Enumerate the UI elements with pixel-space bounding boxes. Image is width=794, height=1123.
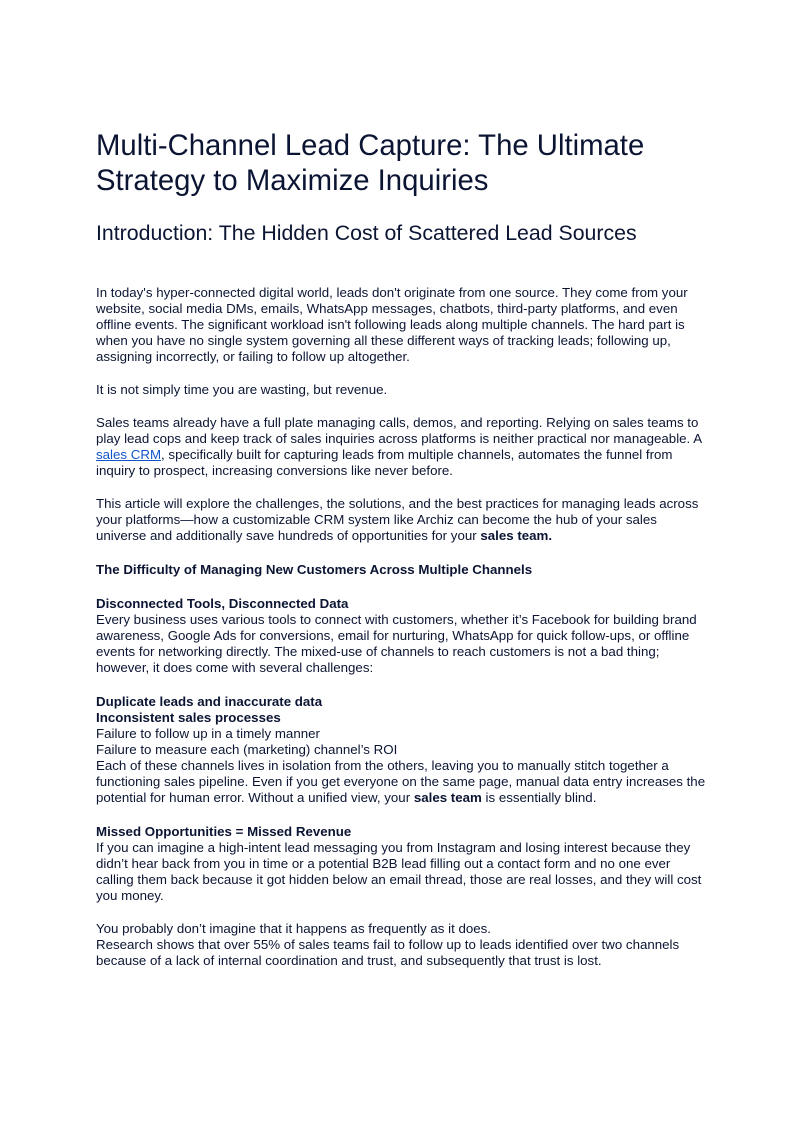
- introduction-heading: Introduction: The Hidden Cost of Scattered Lead Sources: [96, 221, 637, 245]
- paragraph-text: Sales teams already have a full plate managing calls, demos, and reporting. Relying on sales teams to play lead cops and keep track of sales inquiries across platforms is neither practical nor manageable. A: [96, 415, 702, 446]
- subheading-missed-opportunities: Missed Opportunities = Missed Revenue: [96, 824, 352, 839]
- paragraph-text: Each of these channels lives in isolation from the others, leaving you to manually stitch together a functioning sales pipeline. Even if you get everyone on the same page, manual data entry increases the potential for human error. Without a unified view, your: [96, 758, 706, 805]
- list-item: Failure to follow up in a timely manner: [96, 726, 320, 741]
- paragraph-frequency: You probably don’t imagine that it happens as frequently as it does.: [96, 921, 491, 936]
- paragraph-missed: If you can imagine a high-intent lead messaging you from Instagram and losing interest because they didn’t hear back from you in time or a potential B2B lead filling out a contact form and no one ever calling them back because it got hidden below an email thread, those are real losses, and they will cost you money.: [96, 840, 702, 903]
- paragraph-revenue: It is not simply time you are wasting, but revenue.: [96, 382, 388, 397]
- paragraph-isolation: [96, 758, 706, 806]
- title-line-2: Strategy to Maximize Inquiries: [96, 164, 489, 197]
- section-heading-difficulty: The Difficulty of Managing New Customers Across Multiple Channels: [96, 562, 533, 577]
- paragraph-tools: Every business uses various tools to connect with customers, whether it’s Facebook for building brand awareness, Google Ads for conversions, email for nurturing, WhatsApp for quick follow-ups, or offline events for networking directly. The mixed-use of channels to reach customers is not a bad thing; however, it does come with several challenges:: [96, 612, 697, 675]
- subheading-disconnected-tools: Disconnected Tools, Disconnected Data: [96, 596, 349, 611]
- paragraph-text: is essentially blind.: [481, 790, 597, 805]
- sales-crm-link[interactable]: sales CRM: [96, 447, 162, 462]
- list-item: Failure to measure each (marketing) channel’s ROI: [96, 742, 398, 757]
- document-page: [96, 128, 706, 969]
- paragraph-intro: In today's hyper-connected digital world, leads don't originate from one source. They come from your website, social media DMs, emails, WhatsApp messages, chatbots, third-party platforms, and even offline events. The significant workload isn't following leads along multiple channels. The hard part is when you have no single system governing all these different ways of tracking leads; following up, assigning incorrectly, or failing to follow up altogether.: [96, 285, 688, 364]
- list-item: Duplicate leads and inaccurate data: [96, 694, 323, 709]
- list-item: Inconsistent sales processes: [96, 710, 281, 725]
- paragraph-article: [96, 496, 706, 544]
- bold-text: sales team: [413, 790, 482, 805]
- paragraph-text: This article will explore the challenges, the solutions, and the best practices for managing leads across your platforms—how a customizable CRM system like Archiz can become the hub of your sales universe and additionally save hundreds of opportunities for your: [96, 496, 699, 543]
- paragraph-text: , specifically built for capturing leads from multiple channels, automates the funnel from inquiry to prospect, increasing conversions like never before.: [96, 447, 673, 478]
- title-line-1: Multi-Channel Lead Capture: The Ultimate: [96, 129, 645, 162]
- paragraph-sales-teams: [96, 415, 706, 479]
- document-title: [96, 128, 706, 198]
- paragraph-research: Research shows that over 55% of sales teams fail to follow up to leads identified over two channels because of a lack of internal coordination and trust, and subsequently that trust is lost.: [96, 937, 680, 968]
- bold-text: sales team.: [480, 528, 553, 543]
